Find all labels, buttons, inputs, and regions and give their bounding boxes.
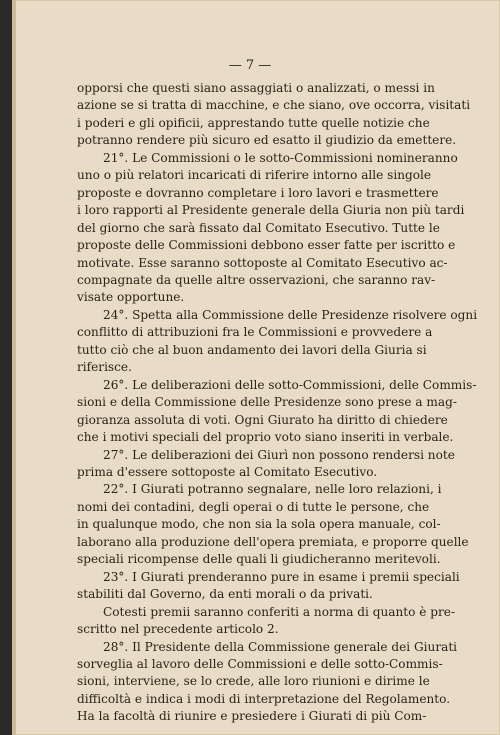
text-line: azione se si tratta di macchine, e che siano, ove occorra, visitati xyxy=(77,98,471,113)
body-text xyxy=(77,80,478,726)
page-edge xyxy=(12,0,16,735)
text-line: sioni e della Commissione delle Presidenze sono prese a mag- xyxy=(77,395,457,410)
text-line: sioni, interviene, se lo crede, alle loro riunioni e dirime le xyxy=(77,674,430,689)
text-line: uno o più relatori incaricati di riferire intorno alle singole xyxy=(77,168,432,183)
text-line: Ha la facoltà di riunire e presiedere i Giurati di più Com- xyxy=(77,709,427,724)
text-line: laborano alla produzione dell'opera premiata, e proporre quelle xyxy=(77,534,469,549)
text-line: 28°. Il Presidente della Commissione generale dei Giurati xyxy=(103,639,458,654)
text-line: Cotesti premii saranno conferiti a norma di quanto è pre- xyxy=(103,604,456,619)
text-line: compagnate da quelle altre osservazioni, che saranno rav- xyxy=(77,272,436,287)
text-line: motivate. Esse saranno sottoposte al Comitato Esecutivo ac- xyxy=(77,255,448,270)
text-line: proposte delle Commissioni debbono esser fatte per iscritto e xyxy=(77,238,456,253)
text-line: speciali ricompense delle quali li giudicheranno meritevoli. xyxy=(77,552,441,567)
text-line: scritto nel precedente articolo 2. xyxy=(77,622,279,637)
text-line: i poderi e gli opificii, apprestando tutte quelle notizie che xyxy=(77,115,430,130)
text-line: riferisce. xyxy=(77,360,132,375)
text-line: 27°. Le deliberazioni dei Giurì non possono rendersi note xyxy=(103,447,455,462)
text-line: conflitto di attribuzioni fra le Commissioni e provvedere a xyxy=(77,325,433,340)
text-line: stabiliti dal Governo, da enti morali o da privati. xyxy=(77,587,373,602)
text-line: gioranza assoluta di voti. Ogni Giurato ha diritto di chiedere xyxy=(77,412,448,427)
text-line: 26°. Le deliberazioni delle sotto-Commissioni, delle Commis- xyxy=(103,377,477,392)
text-line: nomi dei contadini, degli operai o di tutte le persone, che xyxy=(77,499,430,514)
text-line: opporsi che questi siano assaggiati o analizzati, o messi in xyxy=(77,81,435,95)
text-line: del giorno che sarà fissato dal Comitato Esecutivo. Tutte le xyxy=(77,220,440,235)
text-line: i loro rapporti al Presidente generale della Giuria non più tardi xyxy=(77,203,465,218)
text-line: prima d'essere sottoposte al Comitato Esecutivo. xyxy=(77,464,378,479)
text-line: visate opportune. xyxy=(77,290,185,305)
text-line: proposte e dovranno completare i loro lavori e trasmettere xyxy=(77,185,439,200)
page-number: — 7 — xyxy=(228,58,272,73)
text-line: che i motivi speciali del proprio voto siano inseriti in verbale. xyxy=(77,430,454,445)
text-line: 22°. I Giurati potranno segnalare, nelle loro relazioni, i xyxy=(103,482,442,497)
text-line: in qualunque modo, che non sia la sola opera manuale, col- xyxy=(77,517,441,532)
text-line: potranno rendere più sicuro ed esatto il giudizio da emettere. xyxy=(77,133,457,148)
text-line: tutto ciò che al buon andamento dei lavori della Giuria si xyxy=(77,342,427,357)
text-line: 23°. I Giurati prenderanno pure in esame i premii speciali xyxy=(103,569,460,584)
text-line: 24°. Spetta alla Commissione delle Presidenze risolvere ogni xyxy=(103,307,478,322)
text-line: 21°. Le Commissioni o le sotto-Commissioni nomineranno xyxy=(103,150,458,165)
text-line: difficoltà e indica i modi di interpretazione del Regolamento. xyxy=(77,691,451,706)
text-line: sorveglia al lavoro delle Commissioni e delle sotto-Commis- xyxy=(77,656,443,671)
